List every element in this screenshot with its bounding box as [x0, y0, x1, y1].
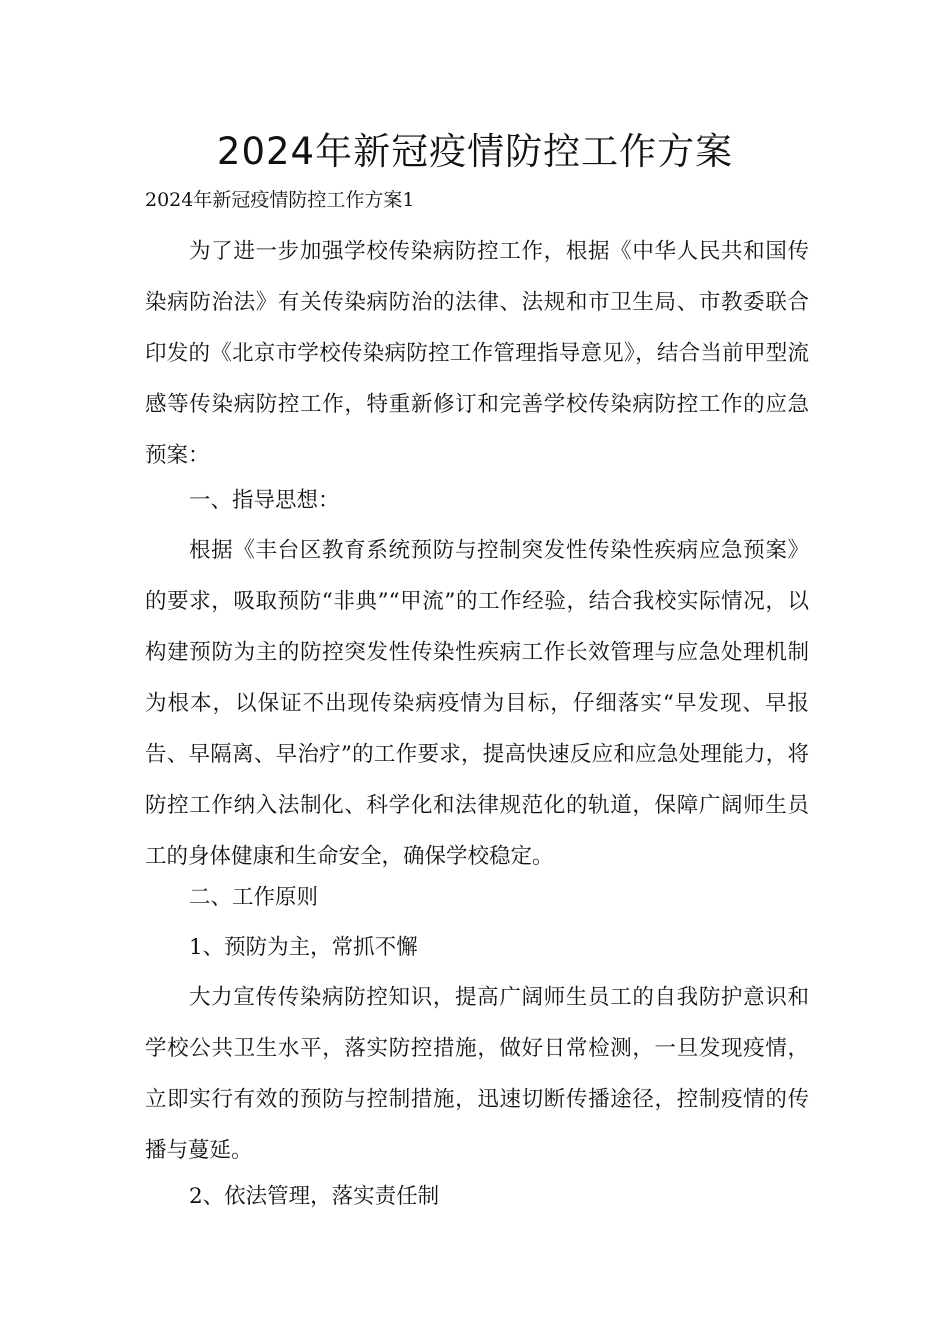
section2-heading: 二、工作原则: [189, 885, 319, 910]
document-title: 2024年新冠疫情防控工作方案: [216, 130, 734, 173]
principle2-heading: 2、依法管理，落实责任制: [189, 1184, 440, 1209]
section1-body: 根据《丰台区教育系统预防与控制突发性传染性疾病应急预案》的要求，吸取预防“非典”“甲流”的工作经验，结合我校实际情况，以构建预防为主的防控突发性传染性疾病工作长效管理与应急处理机制为根本，以保证不出现传染病疫情为目标，仔细落实“早发现、早报告、早隔离、早治疗”的工作要求，提高快速反应和应急处理能力，将防控工作纳入法制化、科学化和法律规范化的轨道，保障广阔师生员工的身体健康和生命安全，确保学校稳定。: [145, 538, 809, 869]
section1-heading: 一、指导思想：: [189, 488, 340, 513]
document-subtitle: 2024年新冠疫情防控工作方案1: [145, 189, 415, 211]
principle1-heading: 1、预防为主，常抓不懈: [189, 935, 418, 960]
principle1-body: 大力宣传传染病防控知识，提高广阔师生员工的自我防护意识和学校公共卫生水平，落实防控措施，做好日常检测，一旦发现疫情，立即实行有效的预防与控制措施，迅速切断传播途径，控制疫情的传播与蔓延。: [145, 985, 809, 1163]
intro-paragraph: 为了进一步加强学校传染病防控工作，根据《中华人民共和国传染病防治法》有关传染病防治的法律、法规和市卫生局、市教委联合印发的《北京市学校传染病防控工作管理指导意见》，结合当前甲型流感等传染病防控工作，特重新修订和完善学校传染病防控工作的应急预案：: [145, 239, 809, 468]
